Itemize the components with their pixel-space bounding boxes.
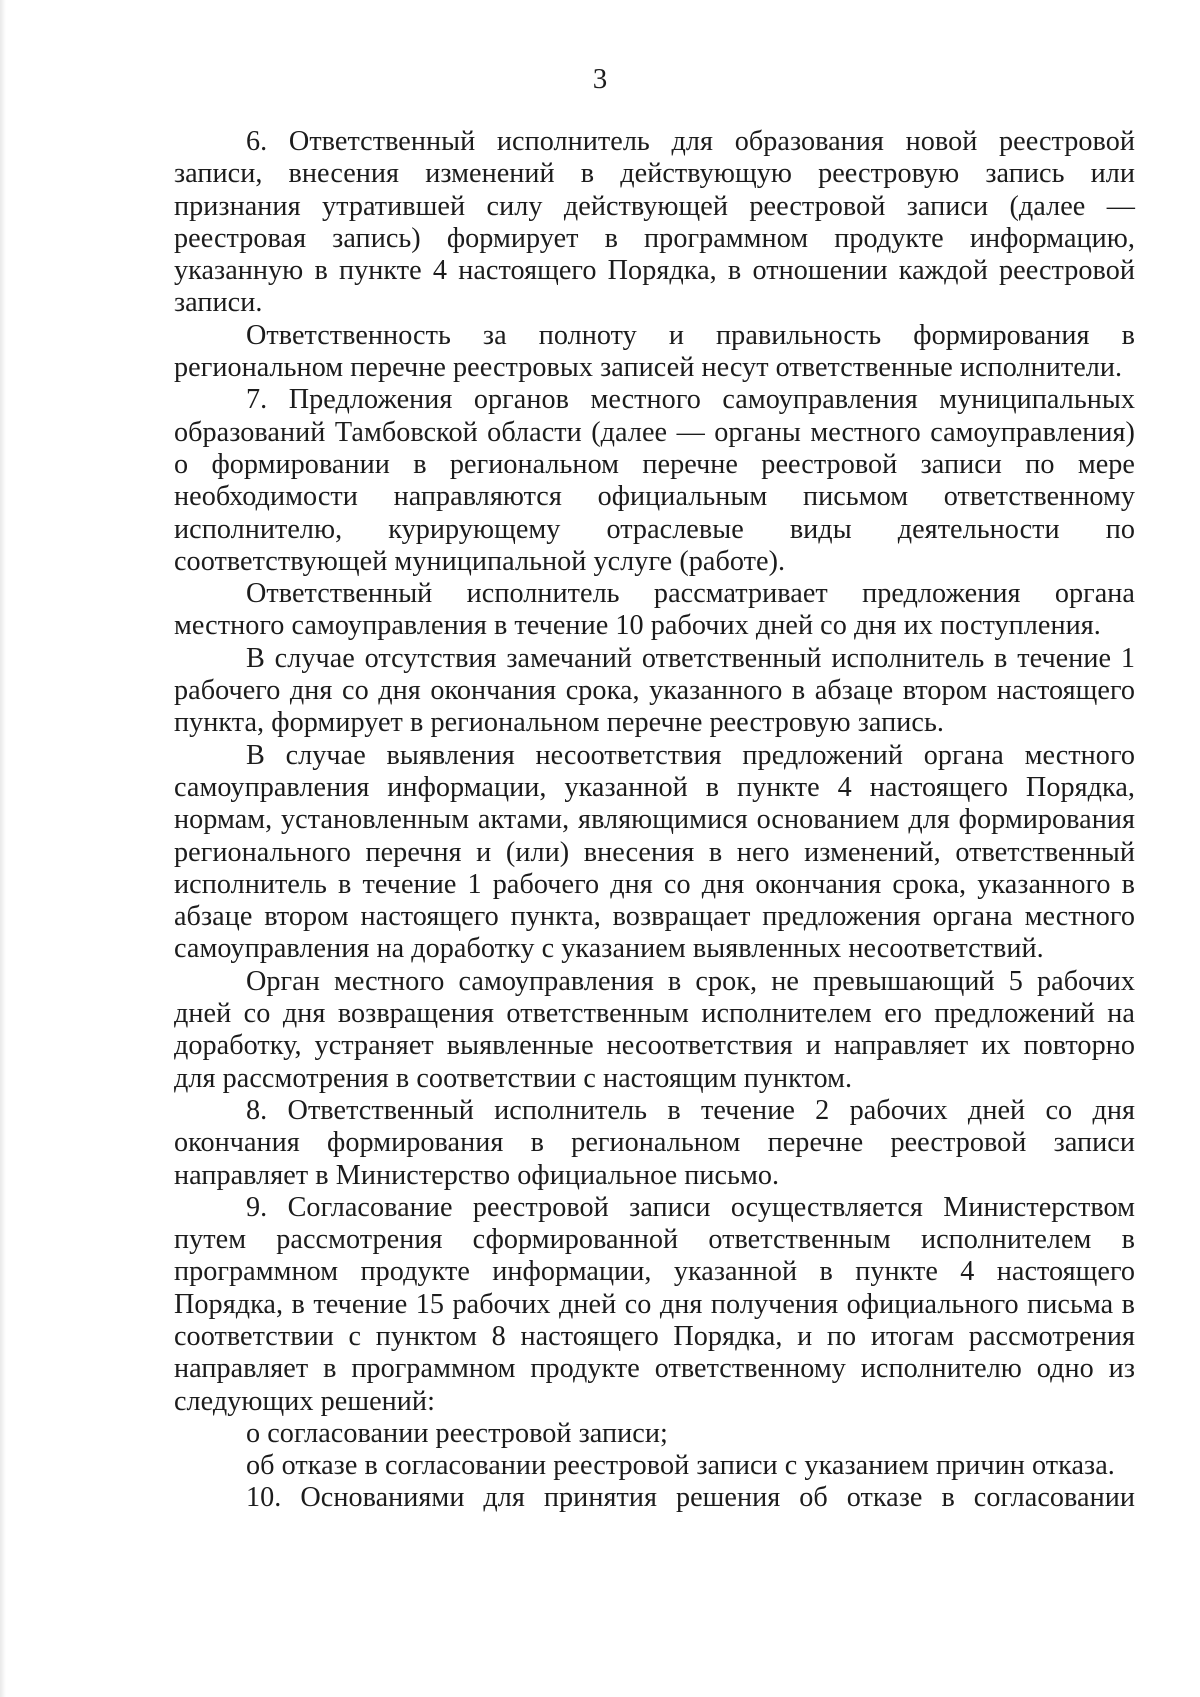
paragraph-9-option-approve: о согласовании реестровой записи; <box>246 1417 668 1449</box>
paragraph-7-rework: Орган местного самоуправления в срок, не превышающий 5 рабочих дней со дня возвращения ответственным исполнителем его предложений на доработку, устраняет выявленные несоответствия и направляет их повторно для рассмотрения в соответствии с настоящим пунктом. <box>174 965 1135 1094</box>
paragraph-9: 9. Согласование реестровой записи осуществляется Министерством путем рассмотрения сформированной ответственным исполнителем в программном продукте информации, указанной в пункте 4 настоящего Порядка, в течение 15 рабочих дней со дня получения официального письма в соответствии с пунктом 8 настоящего Порядка, и по итогам рассмотрения направляет в программном продукте ответственному исполнителю одно из следующих решений: <box>174 1191 1135 1417</box>
paragraph-7-no-remarks: В случае отсутствия замечаний ответственный исполнитель в течение 1 рабочего дня со дня окончания срока, указанного в абзаце втором настоящего пункта, формирует в региональном перечне реестровую запись. <box>174 642 1135 739</box>
scan-edge-shadow <box>0 0 6 1697</box>
paragraph-7-mismatch: В случае выявления несоответствия предложений органа местного самоуправления информации, указанной в пункте 4 настоящего Порядка, нормам, установленным актами, являющимися основанием для формирования регионального перечня и (или) внесения в него изменений, ответственный исполнитель в течение 1 рабочего дня со дня окончания срока, указанного в абзаце втором настоящего пункта, возвращает предложения органа местного самоуправления на доработку с указанием выявленных несоответствий. <box>174 739 1135 965</box>
paragraph-6-responsibility: Ответственность за полноту и правильность формирования в региональном перечне реестровых записей несут ответственные исполнители. <box>174 319 1135 384</box>
paragraph-9-option-refuse: об отказе в согласовании реестровой записи с указанием причин отказа. <box>246 1450 1115 1482</box>
paragraph-7: 7. Предложения органов местного самоуправления муниципальных образований Тамбовской области (далее — органы местного самоуправления) о формировании в региональном перечне реестровой записи по мере необходимости направляются официальным письмом ответственному исполнителю, курирующему отраслевые виды деятельности по соответствующей муниципальной услуге (работе). <box>174 384 1135 577</box>
paragraph-10: 10. Основаниями для принятия решения об отказе в согласовании <box>246 1482 1135 1514</box>
paragraph-8: 8. Ответственный исполнитель в течение 2 рабочих дней со дня окончания формирования в региональном перечне реестровой записи направляет в Министерство официальное письмо. <box>174 1094 1135 1191</box>
page-number: 3 <box>592 63 608 95</box>
paragraph-7-review: Ответственный исполнитель рассматривает предложения органа местного самоуправления в течение 10 рабочих дней со дня их поступления. <box>174 578 1135 642</box>
document-body <box>174 126 1135 1515</box>
paragraph-6: 6. Ответственный исполнитель для образования новой реестровой записи, внесения изменений в действующую реестровую запись или признания утратившей силу действующей реестровой записи (далее — реестровая запись) формирует в программном продукте информацию, указанную в пункте 4 настоящего Порядка, в отношении каждой реестровой записи. <box>174 126 1135 319</box>
